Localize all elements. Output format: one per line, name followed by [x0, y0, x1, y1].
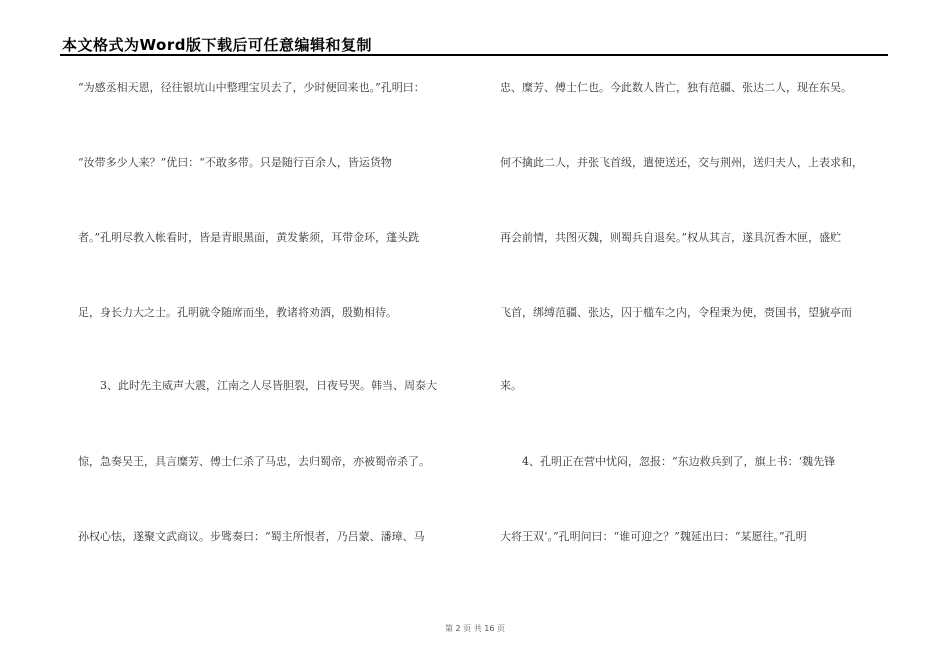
- paragraph-line: 忠、糜芳、傅士仁也。今此数人皆亡，独有范疆、张达二人，现在东吴。: [500, 81, 852, 94]
- paragraph-line: 者。”孔明尽教入帐看时，皆是青眼黑面，黄发紫须，耳带金环，蓬头跣: [78, 231, 420, 244]
- paragraph-line: 孙权心怯，遂聚文武商议。步骘奏曰：“蜀主所恨者，乃吕蒙、潘璋、马: [78, 530, 425, 543]
- paragraph-line: “为感丞相天恩，径往银坑山中整理宝贝去了，少时便回来也。”孔明曰：: [78, 81, 425, 94]
- document-header-title: 本文格式为Word版下载后可任意编辑和复制: [62, 36, 372, 54]
- paragraph-line: 4、孔明正在营中忧闷，忽报：“东边救兵到了，旗上书：‘魏先锋: [522, 455, 836, 468]
- paragraph-line: 飞首，绑缚范疆、张达，囚于槛车之内，令程秉为使，赍国书，望猇亭而: [500, 306, 852, 319]
- right-text-column: [500, 72, 892, 572]
- left-text-column: [78, 72, 470, 572]
- paragraph-line: 大将王双’。”孔明问曰：“谁可迎之？”魏延出曰：“某愿往。”孔明: [500, 530, 807, 543]
- paragraph-line: 来。: [500, 379, 522, 392]
- page-number-footer: 第 2 页 共 16 页: [445, 624, 505, 633]
- paragraph-line: 足，身长力大之士。孔明就令随席而坐，教诸将劝酒，殷勤相待。: [78, 306, 397, 319]
- paragraph-line: 再会前情，共图灭魏，则蜀兵自退矣。”权从其言，遂具沉香木匣，盛贮: [500, 231, 842, 244]
- paragraph-line: 何不擒此二人，并张飞首级，遣使送还，交与荆州，送归夫人，上表求和，: [500, 156, 863, 169]
- paragraph-line: 惊，急奏吴王，具言糜芳、傅士仁杀了马忠，去归蜀帝，亦被蜀帝杀了。: [78, 455, 430, 468]
- paragraph-line: “汝带多少人来？”优曰：“不敢多带。只是随行百余人，皆运货物: [78, 156, 392, 169]
- paragraph-line: 3、此时先主威声大震，江南之人尽皆胆裂，日夜号哭。韩当、周泰大: [100, 379, 437, 392]
- header-divider: [60, 54, 888, 56]
